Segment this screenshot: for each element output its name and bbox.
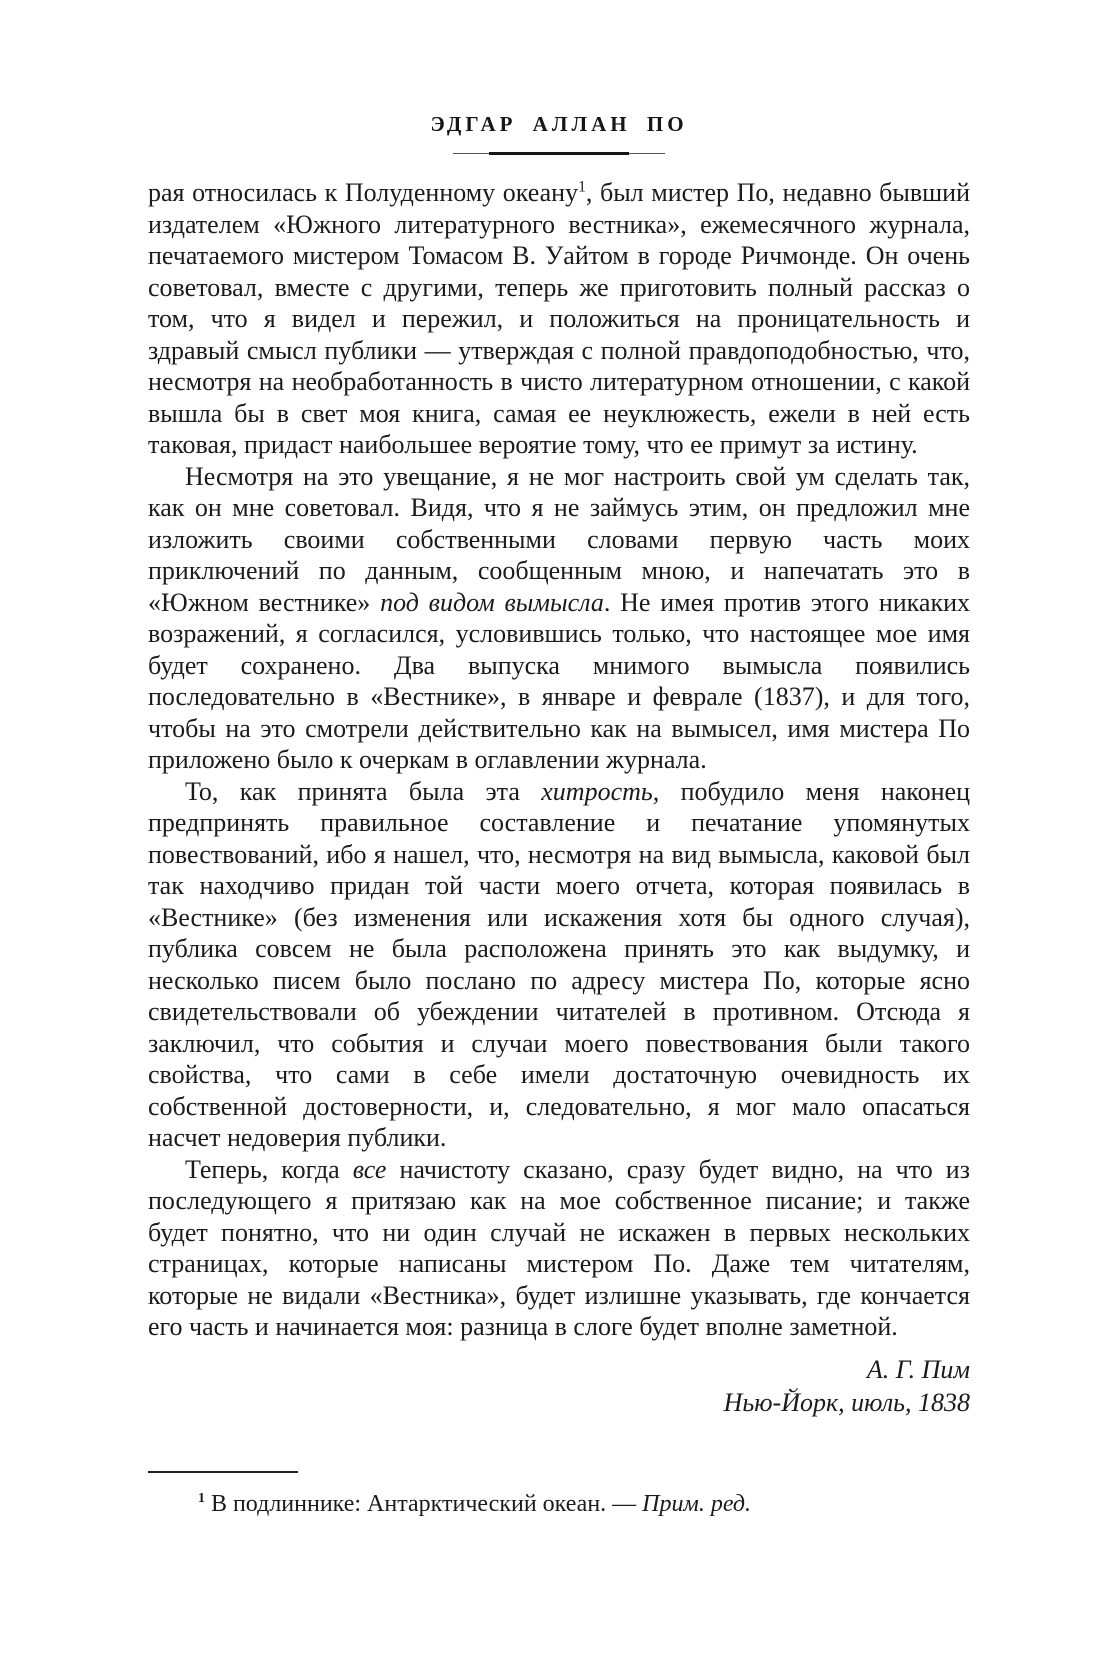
signature-name: А. Г. Пим [866, 1354, 970, 1384]
paragraph-3 [148, 776, 970, 1154]
text-segment: рая относилась к Полуденному океану [148, 178, 579, 207]
footnote-ref-1: 1 [578, 178, 586, 196]
paragraph-2 [148, 461, 970, 776]
footnote-marker: 1 [198, 1490, 205, 1506]
paragraph-1 [148, 177, 970, 461]
italic-segment: под видом вымысла [380, 587, 604, 617]
text-segment: . Не имея против этого никаких возражений, я согласился, условившись только, что настоящее мое имя будет сохранено. Два выпуска мнимого вымысла появились последовательно в «Вестнике», в январе и феврале (1837), и для того, чтобы на это смотрели действительно как на вымысел, имя мистера По приложено было к очеркам в оглавлении журнала. [148, 587, 971, 774]
text-segment: Несмотря на это увещание, я не мог настроить свой ум сделать так, как он мне советовал. Видя, что я не займусь этим, он предложил мне изложить своими собственными словами первую часть моих приключений по данным, сообщенным мною, и напечатать это в «Южном вестнике» [148, 461, 970, 617]
text-segment: То, как принята была эта [185, 776, 542, 806]
footnote-source: Прим. ред. [642, 1490, 752, 1517]
footnote-separator-rule [148, 1471, 298, 1473]
text-segment: , был мистер По, недавно бывший издателем «Южного литературного вестника», ежемесячного журнала, печатаемого мистером Томасом В. Уайтом в городе Ричмонде. Он очень советовал, вместе с другими, теперь же приготовить полный рассказ о том, что я видел и пережил, и положиться на проницательность и здравый смысл публики — утверждая с полной правдоподобностью, что, несмотря на необработанность в чисто литературном отношении, с какой вышла бы в свет моя книга, самая ее неуклюжесть, ежели в ней есть таковая, придаст наибольшее вероятие тому, что ее примут за истину. [148, 178, 970, 459]
page-header [148, 112, 970, 156]
italic-segment: все [352, 1154, 387, 1184]
footnote-area [148, 1471, 970, 1519]
text-segment: побудило меня наконец предпринять правильное составление и печатание упомянутых повествований, ибо я нашел, что, несмотря на вид вымысла, каковой был так находчиво придан той части моего отчета, которая появилась в «Вестнике» (без изменения или искажения хотя бы одного случая), публика совсем не была расположена принять это как выдумку, и несколько писем было послано по адресу мистера По, которые ясно свидетельствовали об убеждении читателей в противном. Отсюда я заключил, что события и случаи моего повествования были такого свойства, что сами в себе имели достаточную очевидность их собственной достоверности, и, следовательно, я мог мало опасаться насчет недоверия публики. [148, 776, 970, 1152]
ornament-thick-line [489, 152, 629, 155]
text-segment: Теперь, когда [185, 1154, 353, 1184]
running-title: ЭДГАР АЛЛАН ПО [430, 112, 688, 136]
signature-place-date: Нью-Йорк, июль, 1838 [723, 1387, 970, 1417]
text-segment: начистоту сказано, сразу будет видно, на что из последующего я притязаю как на мое собственное писание; и также будет понятно, что ни один случай не искажен в первых нескольких страницах, которые написаны мистером По. Даже тем читателям, которые не видали «Вестника», будет излишне указывать, где кончается его часть и начинается моя: разница в слоге будет вполне заметной. [148, 1154, 970, 1341]
paragraph-4 [148, 1154, 970, 1343]
footnote [148, 1489, 970, 1519]
footnote-text: В подлиннике: Антарктический океан. — [204, 1490, 643, 1517]
body-text [148, 177, 970, 1343]
signature-block [148, 1353, 970, 1419]
title-ornament-rule [453, 151, 665, 156]
italic-segment: хитрость, [541, 776, 660, 806]
